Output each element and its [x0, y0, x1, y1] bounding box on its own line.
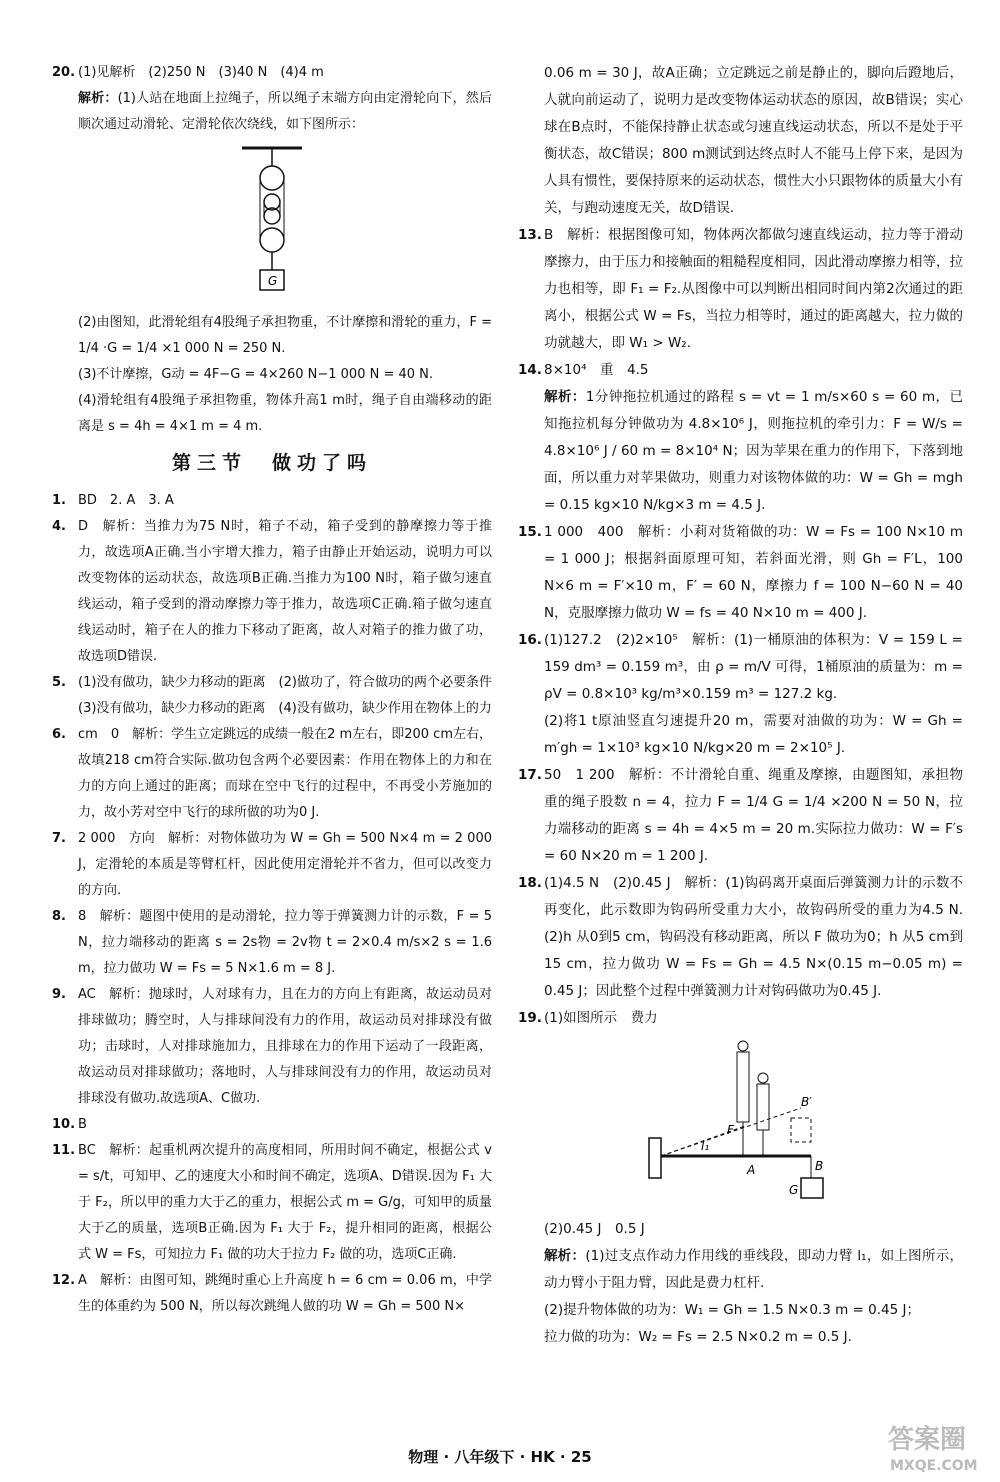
question-number: 11.	[52, 1143, 76, 1158]
question-number: 15.	[518, 524, 542, 540]
explanation-paragraph	[518, 384, 963, 519]
question-item	[518, 870, 963, 1005]
explanation-text: 1分钟拖拉机通过的路程 s = vt = 1 m/s×60 s = 60 m，已知拖拉机每分钟做功为 4.8×10⁶ J，则拖拉机的牵引力：F = W/s = 4.8×10⁶ J / 60 m = 8×10⁴ N；因为苹果在重力的作用下，下落到地面，所以重力对苹果做功，则重力对该物体做的功：W = Gh = mgh = 0.15 kg×10 N/kg×3 m = 4.5 J.	[544, 389, 963, 513]
explanation-paragraph	[518, 1243, 963, 1297]
question-answer: 1 000 400 解析：小莉对货箱做的功：W = Fs = 100 N×10 m = 1 000 J；根据斜面原理可知，若斜面光滑，则 Gh = F′L，100 N×6 m = F′×10 m，F′ = 60 N，摩擦力 f = 100 N−60 N = 40 N，克服摩擦力做功 W = fs = 40 N×10 m = 400 J.	[544, 524, 963, 621]
pulley-weight-label: G	[268, 274, 278, 288]
watermark-text: 答案圈	[888, 1425, 967, 1455]
question-number: 20.	[52, 65, 76, 80]
question-answer: BC 解析：起重机两次提升的高度相同，所用时间不确定，根据公式 v = s/t，可知甲、乙的速度大小和时间不确定，选项A、D错误.因为 F₁ 大于 F₂，所以甲的重力大于乙的重力，根据公式 m = G/g，可知甲的质量大于乙的质量，选项B正确.因为 F₁ 大于 F₂，提升相同的距离，根据公式 W = Fs，可知拉力 F₁ 做的功大于拉力 F₂ 做的功，选项C正确.	[78, 1143, 492, 1262]
question-item	[52, 670, 506, 722]
section-title: 第三节 做功了吗	[171, 452, 372, 474]
question-item	[518, 627, 963, 708]
question-answer: 8 解析：题图中使用的是动滑轮，拉力等于弹簧测力计的示数，F = 5 N，拉力端移动的距离 s = 2s物 = 2v物 t = 2×0.4 m/s×2 s = 1.6 m，拉力做功 W = Fs = 5 N×1.6 m = 8 J.	[78, 909, 492, 976]
question-number: 16.	[518, 632, 542, 648]
explanation-paragraph	[52, 86, 492, 138]
explanation-paragraph	[52, 388, 492, 440]
question-item	[52, 1268, 492, 1320]
question-number: 14.	[518, 362, 542, 378]
question-item	[518, 222, 963, 357]
question-answer: A 解析：由图可知，跳绳时重心上升高度 h = 6 cm = 0.06 m，中学生的体重约为 500 N，所以每次跳绳人做的功 W = Gh = 500 N×	[78, 1273, 492, 1314]
lever-weight-label: G	[788, 1183, 798, 1197]
question-number: 12.	[52, 1273, 76, 1288]
explanation-paragraph	[518, 1216, 963, 1243]
question-number: 1.	[52, 493, 66, 508]
question-item	[52, 1112, 492, 1138]
lever-point-a-label: A	[746, 1163, 755, 1177]
lever-point-bprime-label: B′	[800, 1095, 812, 1109]
explanation-label: 解析：	[544, 1248, 586, 1264]
explanation-text: 0.06 m = 30 J，故A正确；立定跳远之前是静止的，脚向后蹬地后，人就向前运动了，说明力是改变物体运动状态的原因，故B错误；实心球在B点时，不能保持静止状态或匀速直线运动状态，所以不是处于平衡状态，故C错误；800 m测试到达终点时人不能马上停下来，是因为人具有惯性，要保持原来的运动状态，惯性大小只跟物体的质量大小有关，与跑动速度无关，故D错误.	[544, 65, 963, 216]
question-answer: (1)4.5 N (2)0.45 J 解析：(1)钩码离开桌面后弹簧测力计的示数不再变化，此示数即为钩码所受重力大小，故钩码所受的重力为4.5 N.(2)h 从0到5 cm，钩码没有移动距离，所以 F 做功为0；h 从5 cm到15 cm，拉力做功 W = Fs = Gh = 4.5 N×(0.15 m−0.05 m) = 0.45 J；因此整个过程中弹簧测力计对钩码做功为0.45 J.	[544, 875, 963, 999]
explanation-text: (3)不计摩擦，G动 = 4F−G = 4×260 N−1 000 N = 40 N.	[78, 367, 434, 382]
explanation-paragraph	[518, 1324, 963, 1351]
question-number: 10.	[52, 1117, 76, 1132]
question-number: 17.	[518, 767, 542, 783]
right-column	[518, 60, 963, 1351]
question-number: 6.	[52, 727, 66, 742]
explanation-label: 解析：	[544, 389, 586, 405]
explanation-text: (4)滑轮组有4股绳子承担物重，物体升高1 m时，绳子自由端移动的距离是 s = 4h = 4×1 m = 4 m.	[78, 393, 492, 434]
explanation-paragraph	[518, 60, 963, 222]
lever-diagram	[641, 1038, 841, 1210]
question-answer: BD 2. A 3. A	[78, 493, 174, 508]
question-item	[518, 1005, 963, 1032]
question-number: 13.	[518, 227, 542, 243]
question-answer: D 解析：当推力为75 N时，箱子不动，箱子受到的静摩擦力等于推力，故选项A正确.当小宇增大推力，箱子由静止开始运动，说明力可以改变物体的运动状态，故选项B正确.当推力为100 N时，箱子做匀速直线运动，箱子受到的滑动摩擦力等于推力，故选项C正确.箱子做匀速直线运动时，箱子在人的推力下移动了距离，故人对箱子的推力做了功，故选项D错误.	[78, 519, 492, 664]
page-footer: 物理 · 八年级下 · HK · 25	[408, 1448, 592, 1466]
question-number: 9.	[52, 987, 66, 1002]
explanation-label: 解析：	[78, 91, 118, 106]
question-number: 8.	[52, 909, 66, 924]
lever-force-label: F	[726, 1123, 734, 1137]
lever-point-b-label: B	[814, 1159, 823, 1173]
question-number: 18.	[518, 875, 542, 891]
question-answer: AC 解析：抛球时，人对球有力，且在力的方向上有距离，故运动员对排球做功；腾空时，人与排球间没有力的作用，故运动员对排球没有做功；击球时，人对排球施加力，且排球在力的作用下运动了一段距离，故运动员对排球做功；落地时，人与排球间没有力的作用，故运动员对排球没有做功.故选项A、C做功.	[78, 987, 492, 1106]
question-item	[518, 762, 963, 870]
watermark-logo	[880, 1418, 990, 1476]
question-answer: 50 1 200 解析：不计滑轮自重、绳重及摩擦，由题图知，承担物重的绳子股数 n = 4，拉力 F = 1/4 G = 1/4 ×200 N = 50 N，拉力端移动的距离 s = 4h = 4×5 m = 20 m.实际拉力做功：W = F′s = 60 N×20 m = 1 200 J.	[544, 767, 963, 864]
explanation-paragraph	[518, 1297, 963, 1324]
question-number: 5.	[52, 675, 66, 690]
explanation-text: (2)将1 t原油竖直匀速提升20 m，需要对油做的功为：W = Gh = m′gh = 1×10³ kg×10 N/kg×20 m = 2×10⁵ J.	[544, 713, 963, 756]
question-number: 7.	[52, 831, 66, 846]
question-answer: 2 000 方向 解析：对物体做功为 W = Gh = 500 N×4 m = 2 000 J，定滑轮的本质是等臂杠杆，因此使用定滑轮并不省力，但可以改变力的方向.	[78, 831, 492, 898]
pulley-diagram	[232, 144, 312, 304]
explanation-text: 拉力做的功为：W₂ = Fs = 2.5 N×0.2 m = 0.5 J.	[544, 1329, 852, 1345]
question-item	[518, 519, 963, 627]
explanation-text: (1)过支点作动力作用线的垂线段，即动力臂 l₁，如上图所示，动力臂小于阻力臂，因此是费力杠杆.	[544, 1248, 963, 1291]
question-item	[52, 722, 492, 826]
lever-arm-label: l₁	[700, 1139, 709, 1153]
left-column	[52, 60, 506, 1320]
question-item	[518, 357, 963, 384]
question-answer: (1)见解析 (2)250 N (3)40 N (4)4 m	[78, 65, 324, 80]
question-item	[52, 826, 492, 904]
question-answer: (1)如图所示 费力	[544, 1010, 658, 1026]
explanation-paragraph	[518, 708, 963, 762]
question-number: 4.	[52, 519, 66, 534]
question-item	[52, 488, 492, 514]
explanation-text: (2)0.45 J 0.5 J	[544, 1221, 645, 1237]
question-item	[52, 904, 492, 982]
question-answer: B 解析：根据图像可知，物体两次都做匀速直线运动，拉力等于滑动摩擦力，由于压力和接触面的粗糙程度相同，因此滑动摩擦力相等，拉力也相等，即 F₁ = F₂.从图像中可以判断出相同时间内第2次通过的距离小，根据公式 W = Fs，当拉力相等时，通过的距离越大，拉力做的功就越大，即 W₁ > W₂.	[544, 227, 963, 351]
question-item	[52, 60, 492, 86]
question-answer: (1)127.2 (2)2×10⁵ 解析：(1)一桶原油的体积为：V = 159 L = 159 dm³ = 0.159 m³，由 ρ = m/V 可得，1桶原油的质量为：m = ρV = 0.8×10³ kg/m³×0.159 m³ = 127.2 kg.	[544, 632, 963, 702]
watermark-url: MXQE.COM	[890, 1458, 978, 1474]
question-answer: (1)没有做功，缺少力移动的距离 (2)做功了，符合做功的两个必要条件 (3)没有做功，缺少力移动的距离 (4)没有做功，缺少作用在物体上的力	[78, 675, 506, 716]
question-answer: B	[78, 1117, 87, 1132]
explanation-text: (1)人站在地面上拉绳子，所以绳子末端方向由定滑轮向下，然后顺次通过动滑轮、定滑轮依次绕线，如下图所示：	[78, 91, 492, 132]
question-item	[52, 514, 492, 670]
question-answer: 8×10⁴ 重 4.5	[544, 362, 649, 378]
explanation-text: (2)由图知，此滑轮组有4股绳子承担物重，不计摩擦和滑轮的重力，F = 1/4 ·G = 1/4 ×1 000 N = 250 N.	[78, 315, 492, 356]
explanation-text: (2)提升物体做的功为：W₁ = Gh = 1.5 N×0.3 m = 0.45 J；	[544, 1302, 920, 1318]
question-item	[52, 1138, 492, 1268]
question-number: 19.	[518, 1010, 542, 1026]
explanation-paragraph	[52, 362, 492, 388]
question-item	[52, 982, 492, 1112]
question-answer: cm 0 解析：学生立定跳远的成绩一般在2 m左右，即200 cm左右，故填218 cm符合实际.做功包含两个必要因素：作用在物体上的力和在力的方向上通过的距离；而球在空中飞行的过程中，不再受小芳施加的力，故小芳对空中飞行的球所做的功为0 J.	[78, 727, 492, 820]
explanation-paragraph	[52, 310, 492, 362]
